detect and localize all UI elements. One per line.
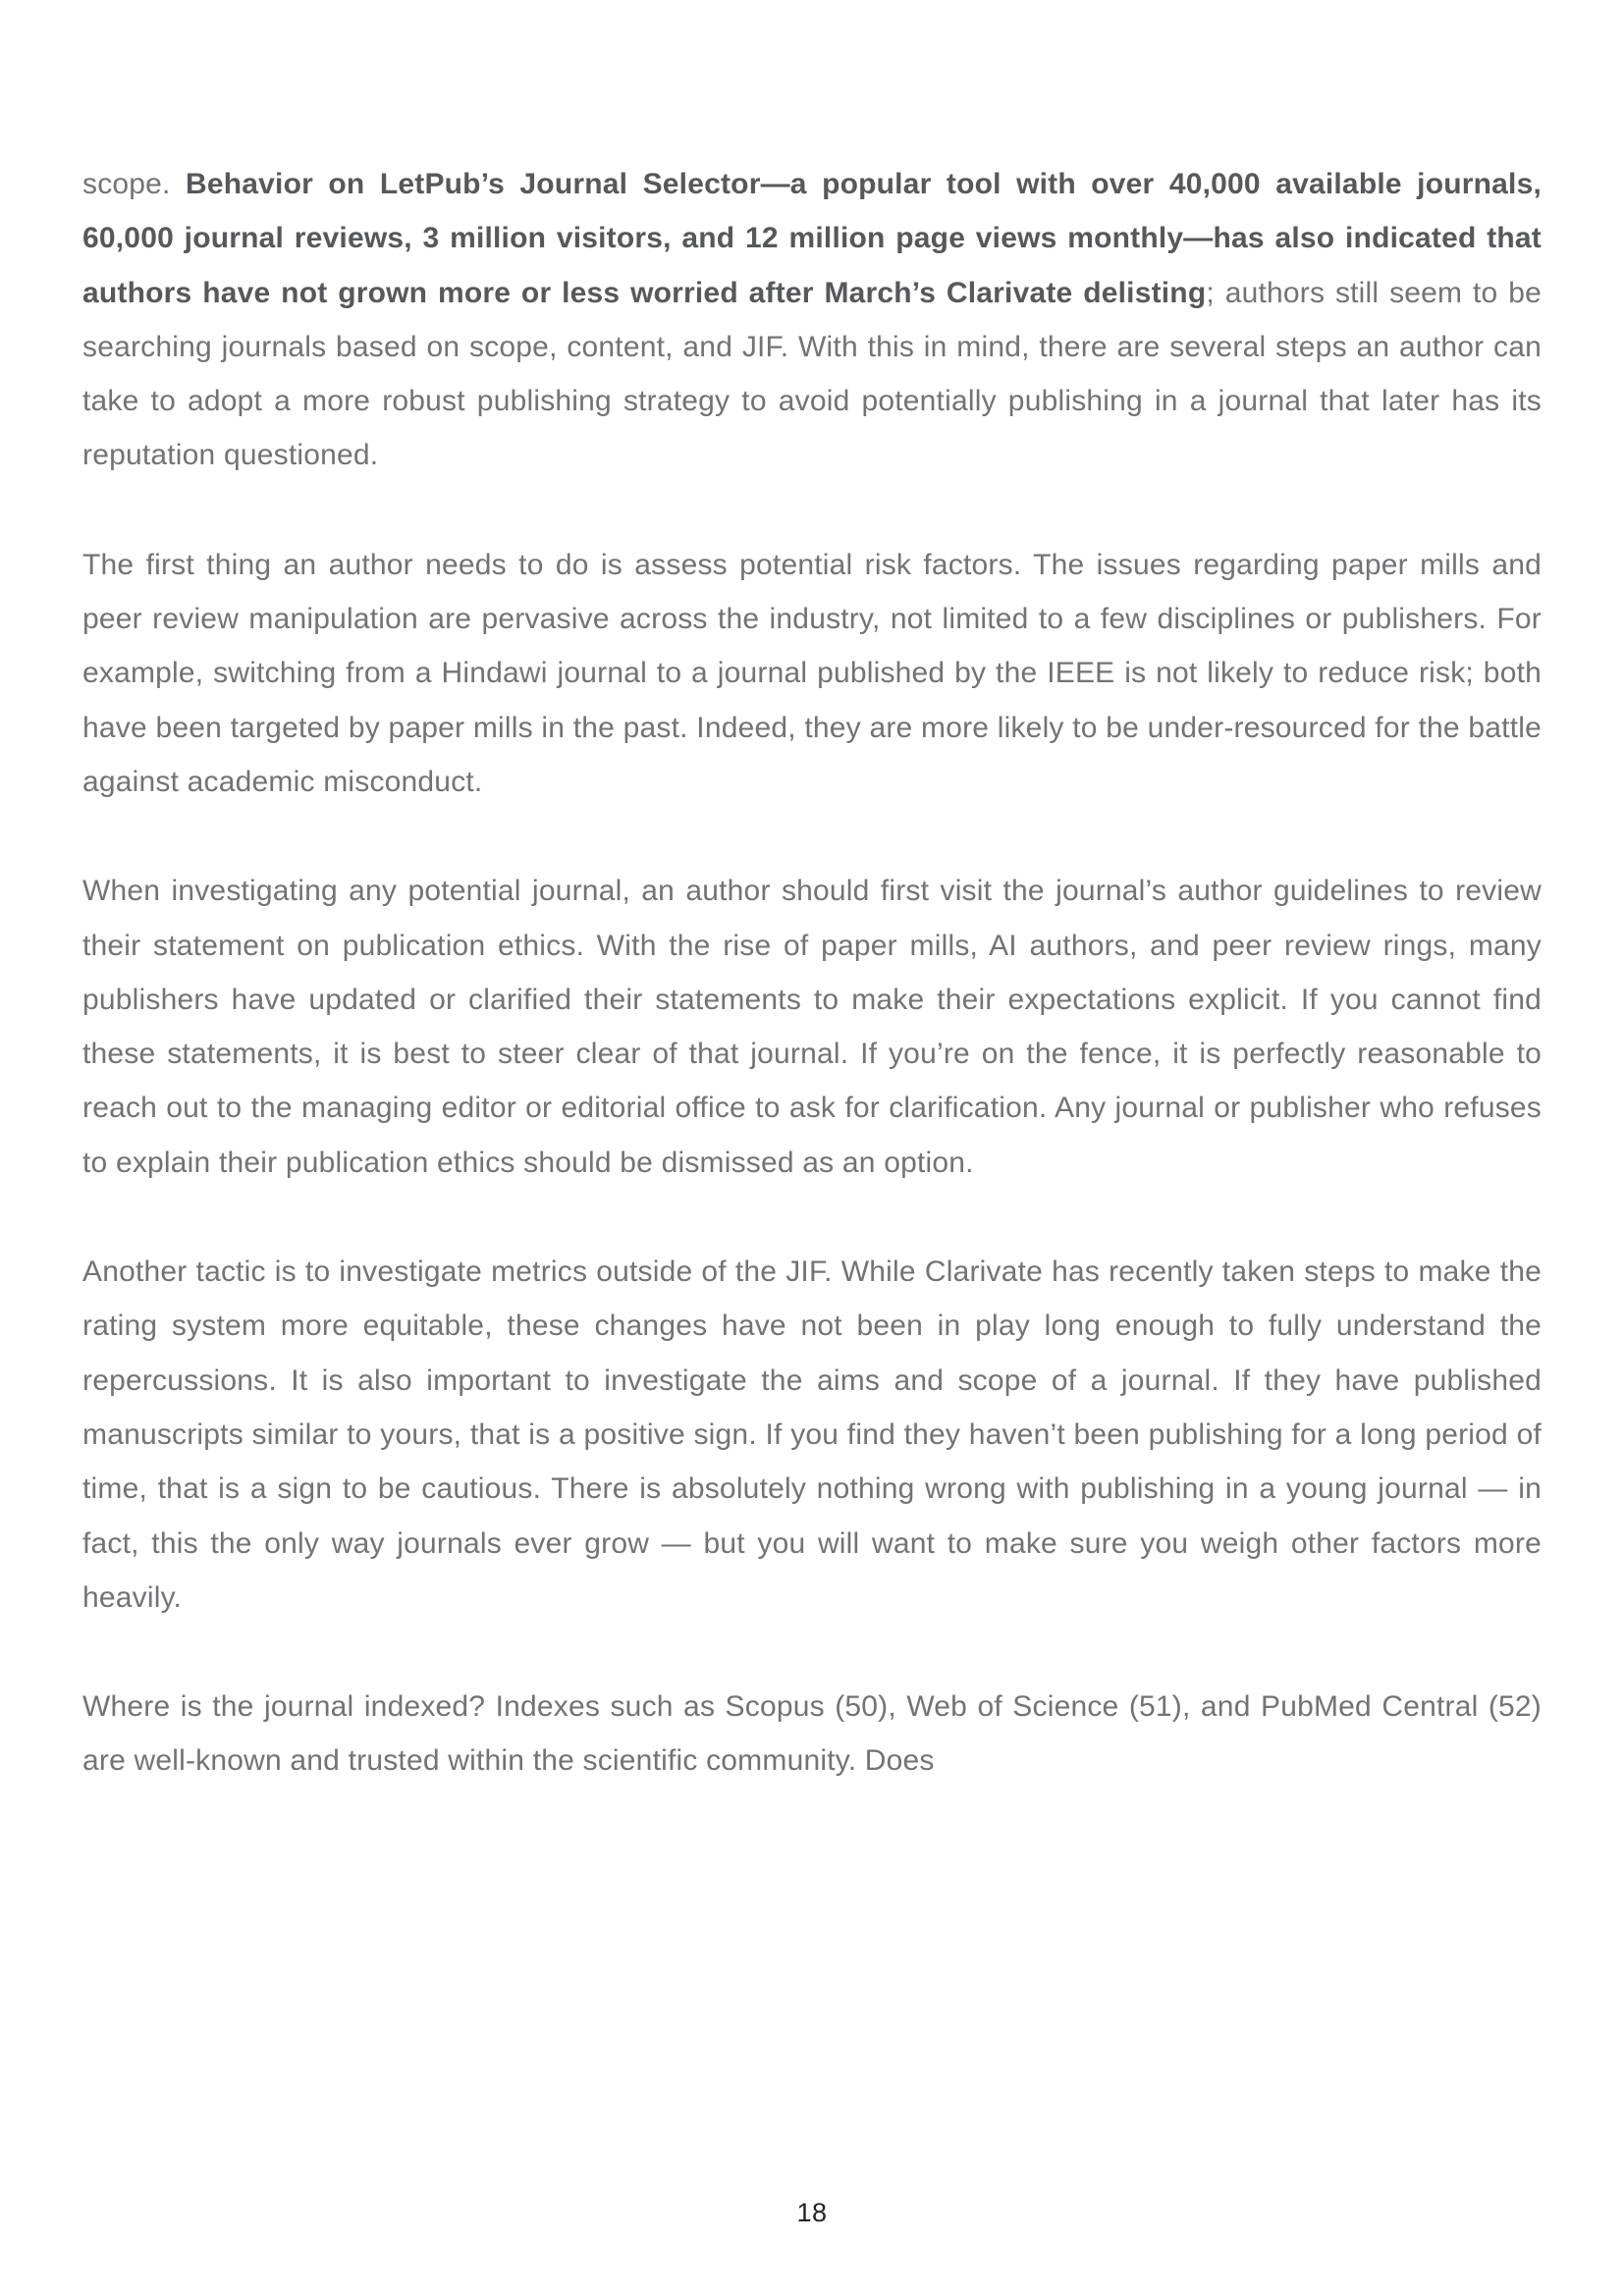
paragraph-1 — [82, 157, 1542, 483]
paragraph-4: Another tactic is to investigate metrics outside of the JIF. While Clarivate has recently taken steps to make the rating system more equitable, these changes have not been in play long enough to fully understand the repercussions. It is also important to investigate the aims and scope of a journal. If they have published manuscripts similar to yours, that is a positive sign. If you find they haven’t been publishing for a long period of time, that is a sign to be cautious. There is absolutely nothing wrong with publishing in a young journal — in fact, this the only way journals ever grow — but you will want to make sure you weigh other factors more heavily. — [82, 1255, 1542, 1614]
page-number: 18 — [796, 2198, 828, 2227]
paragraph-1-lead: scope. — [82, 168, 186, 200]
paragraph-3: When investigating any potential journal, an author should first visit the journal’s author guidelines to review their statement on publication ethics. With the rise of paper mills, AI authors, and peer review rings, many publishers have updated or clarified their statements to make their expectations explicit. If you cannot find these statements, it is best to steer clear of that journal. If you’re on the fence, it is perfectly reasonable to reach out to the managing editor or editorial office to ask for clarification. Any journal or publisher who refuses to explain their publication ethics should be dismissed as an option. — [82, 875, 1542, 1179]
body-text-block — [82, 157, 1542, 1789]
paragraph-1-bold-statement: Behavior on LetPub’s Journal Selector—a popular tool with over 40,000 available journals, 60,000 journal reviews, 3 million visitors, and 12 million page views monthly—has also indicated that authors have not grown more or less worried after March’s Clarivate delisting — [82, 168, 1542, 309]
paragraph-1-rest: ; authors still seem to be searching journals based on scope, content, and JIF. With this in mind, there are several steps an author can take to adopt a more robust publishing strategy to avoid potentially publishing in a journal that later has its reputation questioned. — [82, 276, 1542, 472]
paragraph-5: Where is the journal indexed? Indexes such as Scopus (50), Web of Science (51), and PubMed Central (52) are well-known and trusted within the scientific community. Does — [82, 1690, 1542, 1778]
paragraph-2: The first thing an author needs to do is assess potential risk factors. The issues regarding paper mills and peer review manipulation are pervasive across the industry, not limited to a few disciplines or publishers. For example, switching from a Hindawi journal to a journal published by the IEEE is not likely to reduce risk; both have been targeted by paper mills in the past. Indeed, they are more likely to be under-resourced for the battle against academic misconduct. — [82, 548, 1542, 798]
